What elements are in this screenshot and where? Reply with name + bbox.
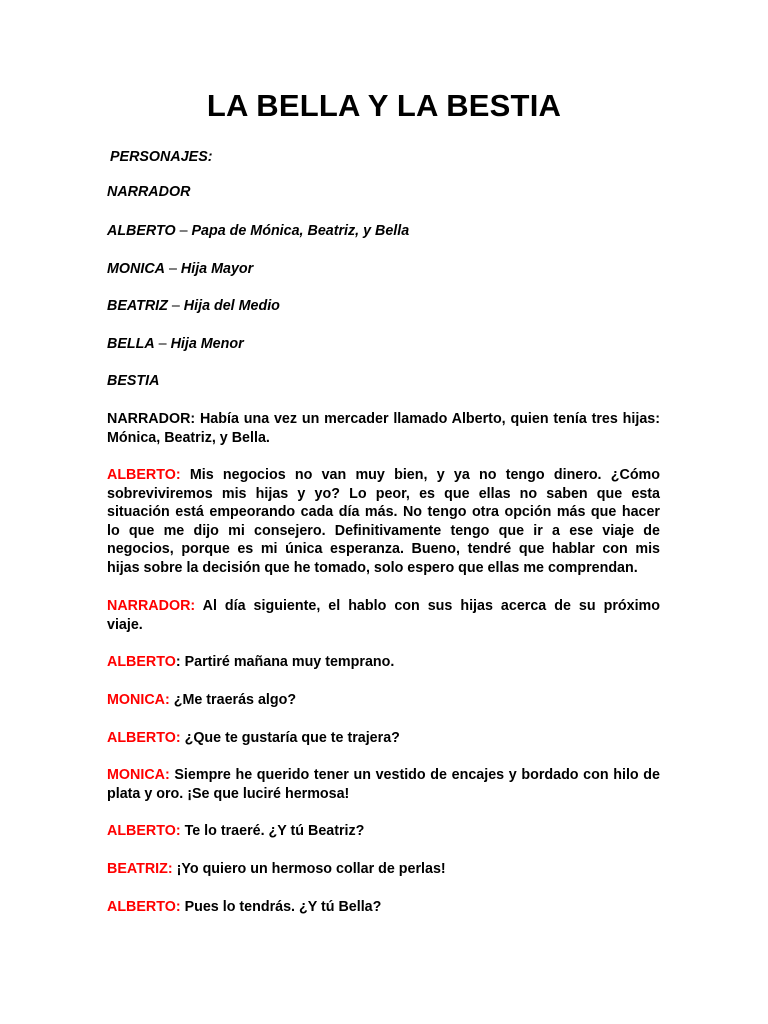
character-desc: Papa de Mónica, Beatriz, y Bella	[191, 223, 410, 239]
character-desc: Hija del Medio	[183, 298, 280, 314]
character-dash: –	[164, 261, 181, 277]
speaker-label: ALBERTO:	[107, 899, 181, 915]
characters-heading: PERSONAJES:	[110, 149, 213, 165]
character-item	[107, 222, 409, 241]
character-name: BESTIA	[107, 373, 160, 389]
character-dash: –	[175, 223, 192, 239]
dialogue-text: ¡Yo quiero un hermoso collar de perlas!	[172, 861, 446, 877]
dialogue-line	[107, 410, 660, 429]
speaker-label: BEATRIZ:	[107, 861, 173, 877]
character-dash: –	[167, 298, 184, 314]
dialogue-line	[107, 597, 660, 616]
dialogue-text: Pues lo tendrás. ¿Y tú Bella?	[180, 899, 382, 915]
character-item	[107, 297, 280, 316]
character-item	[107, 260, 253, 279]
dialogue-block	[107, 729, 400, 748]
speaker-label: NARRADOR:	[107, 598, 196, 614]
speaker-label: ALBERTO:	[107, 823, 181, 839]
dialogue-line: plata y oro. ¡Se que luciré hermosa!	[107, 785, 350, 802]
character-name: MONICA	[107, 261, 165, 277]
dialogue-block	[107, 860, 446, 879]
character-name: ALBERTO	[107, 223, 176, 239]
dialogue-line: Mónica, Beatriz, y Bella.	[107, 429, 270, 446]
dialogue-text: Mis negocios no van muy bien, y ya no tengo dinero. ¿Cómo	[180, 467, 660, 483]
speaker-label: ALBERTO:	[107, 730, 181, 746]
dialogue-text: Te lo traeré. ¿Y tú Beatriz?	[180, 823, 365, 839]
dialogue-line	[107, 466, 660, 485]
dialogue-block	[107, 822, 364, 841]
dialogue-line: viaje.	[107, 616, 143, 633]
dialogue-block	[107, 898, 381, 917]
character-desc: Hija Mayor	[180, 261, 254, 277]
character-item	[107, 183, 190, 202]
dialogue-line: negocios, porque es mi única esperanza. Bueno, tendré que hablar con mis	[107, 541, 660, 557]
dialogue-line: situación está empeorando cada día más. No tengo otra opción más que hacer	[107, 504, 660, 520]
character-item	[107, 335, 244, 354]
character-name: NARRADOR	[107, 184, 191, 200]
character-item	[107, 372, 159, 391]
character-name: BELLA	[107, 336, 155, 352]
dialogue-block	[107, 410, 660, 447]
dialogue-line: sobreviviremos mis hijas y yo? Lo peor, es que ellas no saben que esta	[107, 485, 660, 502]
dialogue-line: hijas sobre la decisión que he tomado, solo espero que ellas me comprendan.	[107, 559, 638, 576]
speaker-label: MONICA:	[107, 767, 170, 783]
dialogue-text: Siempre he querido tener un vestido de encajes y bordado con hilo de	[169, 767, 660, 783]
character-dash: –	[154, 336, 171, 352]
dialogue-text: Había una vez un mercader llamado Alberto, quien tenía tres hijas:	[195, 411, 660, 427]
dialogue-line: lo que me dijo mi consejero. Definitivamente tengo que ir a ese viaje de	[107, 522, 660, 539]
dialogue-block	[107, 597, 660, 634]
speaker-label: NARRADOR:	[107, 411, 196, 427]
dialogue-text: ¿Me traerás algo?	[169, 692, 297, 708]
dialogue-text: ¿Que te gustaría que te trajera?	[180, 730, 400, 746]
dialogue-block	[107, 766, 660, 803]
dialogue-block	[107, 653, 394, 672]
character-name: BEATRIZ	[107, 298, 168, 314]
speaker-label: ALBERTO	[107, 654, 176, 670]
page-title: LA BELLA Y LA BESTIA	[206, 88, 562, 123]
dialogue-text: Al día siguiente, el hablo con sus hijas acerca de su próximo	[195, 598, 660, 614]
dialogue-line	[107, 766, 660, 785]
dialogue-block	[107, 691, 296, 710]
dialogue-block	[107, 466, 660, 577]
dialogue-text: : Partiré mañana muy temprano.	[175, 654, 395, 670]
speaker-label: ALBERTO:	[107, 467, 181, 483]
speaker-label: MONICA:	[107, 692, 170, 708]
character-desc: Hija Menor	[170, 336, 244, 352]
